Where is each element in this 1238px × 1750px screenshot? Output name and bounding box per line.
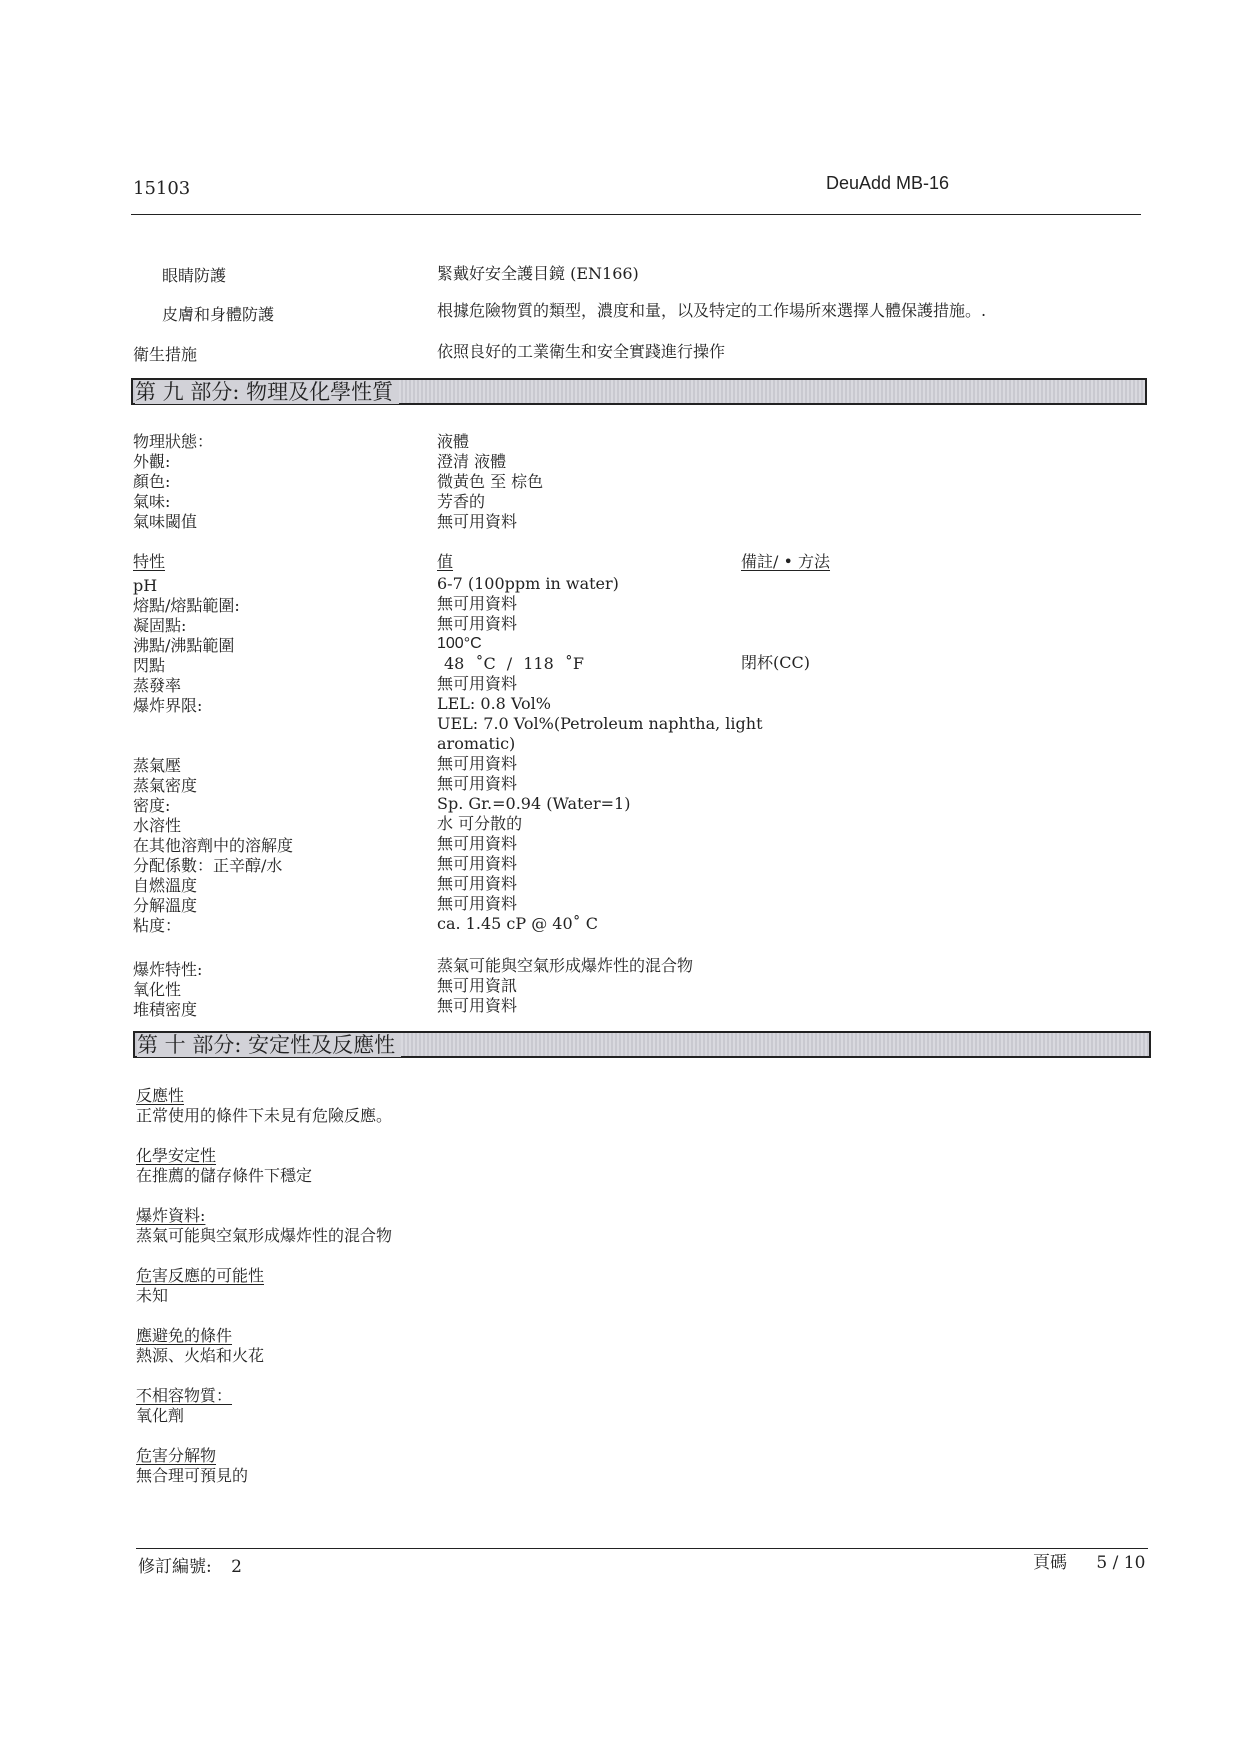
property-value: 無可用資料 <box>437 674 518 693</box>
skin-protection-value: 根據危險物質的類型，濃度和量，以及特定的工作場所來選擇人體保護措施。. <box>437 301 987 320</box>
basic-label: 顏色: <box>133 472 171 491</box>
property-value: 無可用資料 <box>437 874 518 893</box>
property-value: 100°C <box>437 635 482 652</box>
other-property-value: 無可用資料 <box>437 996 518 1015</box>
other-property-value: 蒸氣可能與空氣形成爆炸性的混合物 <box>437 956 694 975</box>
eye-protection-label: 眼睛防護 <box>162 266 227 285</box>
section-10-title: 第 十 部分: 安定性及反應性 <box>137 1033 401 1057</box>
basic-value: 無可用資料 <box>437 512 518 531</box>
basic-label: 外觀: <box>133 452 171 471</box>
basic-value: 芳香的 <box>437 492 486 511</box>
other-property-label: 氧化性 <box>133 980 182 999</box>
stability-text: 正常使用的條件下未見有危險反應。 <box>136 1106 393 1125</box>
skin-protection-label: 皮膚和身體防護 <box>162 305 275 324</box>
property-value: Sp. Gr.=0.94 (Water=1) <box>437 794 631 813</box>
property-value: 無可用資料 <box>437 854 518 873</box>
stability-heading: 應避免的條件 <box>136 1326 233 1345</box>
value-column-header: 值 <box>437 552 454 571</box>
basic-label: 氣味: <box>133 492 171 511</box>
revision-number <box>138 1556 242 1578</box>
property-value: 6-7 (100ppm in water) <box>437 574 619 593</box>
property-value: 無可用資料 <box>437 614 518 633</box>
product-name: DeuAdd MB-16 <box>826 173 950 193</box>
property-label: 分解溫度 <box>133 896 198 915</box>
property-column-header: 特性 <box>133 552 166 571</box>
basic-label: 物理狀態： <box>133 432 214 451</box>
basic-label: 氣味閾值 <box>133 512 198 531</box>
footer-rule <box>136 1548 1148 1549</box>
other-property-label: 堆積密度 <box>133 1000 198 1019</box>
stability-heading: 危害反應的可能性 <box>136 1266 265 1285</box>
stability-text: 在推薦的儲存條件下穩定 <box>136 1166 313 1185</box>
stability-text: 未知 <box>136 1286 169 1305</box>
property-label: 分配係數：正辛醇/水 <box>133 856 283 875</box>
property-label: 蒸氣壓 <box>133 756 182 775</box>
stability-heading: 不相容物質： <box>136 1386 233 1405</box>
section-9-header <box>131 378 1147 405</box>
property-label: 沸點/沸點範圍 <box>133 636 235 655</box>
property-label: 凝固點: <box>133 616 187 635</box>
property-label: 密度: <box>133 796 171 815</box>
other-property-value: 無可用資訊 <box>437 976 518 995</box>
stability-text: 熱源、火焰和火花 <box>136 1346 265 1365</box>
other-property-label: 爆炸特性: <box>133 960 203 979</box>
property-label: 蒸氣密度 <box>133 776 198 795</box>
stability-text: 蒸氣可能與空氣形成爆炸性的混合物 <box>136 1226 393 1245</box>
property-value: 無可用資料 <box>437 834 518 853</box>
property-value: UEL: 7.0 Vol%(Petroleum naphtha, light <box>437 714 763 733</box>
revision-value: 2 <box>231 1557 242 1577</box>
property-note: 閉杯(CC) <box>741 653 810 672</box>
property-value: 無可用資料 <box>437 594 518 613</box>
property-label: 水溶性 <box>133 816 182 835</box>
hygiene-value: 依照良好的工業衛生和安全實踐進行操作 <box>437 342 726 361</box>
property-label: 熔點/熔點範圍: <box>133 596 240 615</box>
property-label: 在其他溶劑中的溶解度 <box>133 836 294 855</box>
property-label: 自燃溫度 <box>133 876 198 895</box>
hygiene-label: 衛生措施 <box>133 345 198 364</box>
revision-label: 修訂編號: <box>138 1557 212 1577</box>
property-label: 粘度： <box>133 916 182 935</box>
property-label: pH <box>133 576 158 595</box>
page-number <box>1033 1552 1145 1574</box>
basic-value: 澄清 液體 <box>437 452 507 471</box>
property-value: 水 可分散的 <box>437 814 523 833</box>
stability-heading: 反應性 <box>136 1086 185 1105</box>
property-value: ca. 1.45 cP @ 40˚ C <box>437 914 598 933</box>
basic-value: 微黃色 至 棕色 <box>437 472 544 491</box>
stability-heading: 危害分解物 <box>136 1446 217 1465</box>
stability-text: 無合理可預見的 <box>136 1466 249 1485</box>
header-rule <box>131 214 1141 215</box>
stability-heading: 爆炸資料: <box>136 1206 206 1225</box>
property-value: 無可用資料 <box>437 774 518 793</box>
property-label: 閃點 <box>133 656 166 675</box>
page-value: 5 / 10 <box>1096 1553 1146 1573</box>
property-value: 無可用資料 <box>437 894 518 913</box>
property-value: aromatic) <box>437 734 516 753</box>
property-label: 蒸發率 <box>133 676 182 695</box>
page-label: 頁碼 <box>1033 1553 1067 1573</box>
stability-heading: 化學安定性 <box>136 1146 217 1165</box>
note-column-header: 備註/ • 方法 <box>741 552 831 571</box>
basic-value: 液體 <box>437 432 470 451</box>
property-label: 爆炸界限: <box>133 696 203 715</box>
stability-text: 氧化劑 <box>136 1406 185 1425</box>
section-9-title: 第 九 部分: 物理及化學性質 <box>135 380 399 404</box>
eye-protection-value: 緊戴好安全護目鏡 (EN166) <box>437 264 639 283</box>
section-10-header <box>133 1031 1151 1058</box>
property-value: 無可用資料 <box>437 754 518 773</box>
property-value: 48 ˚C / 118 ˚F <box>444 654 584 673</box>
property-value: LEL: 0.8 Vol% <box>437 694 551 713</box>
document-number: 15103 <box>133 178 191 199</box>
